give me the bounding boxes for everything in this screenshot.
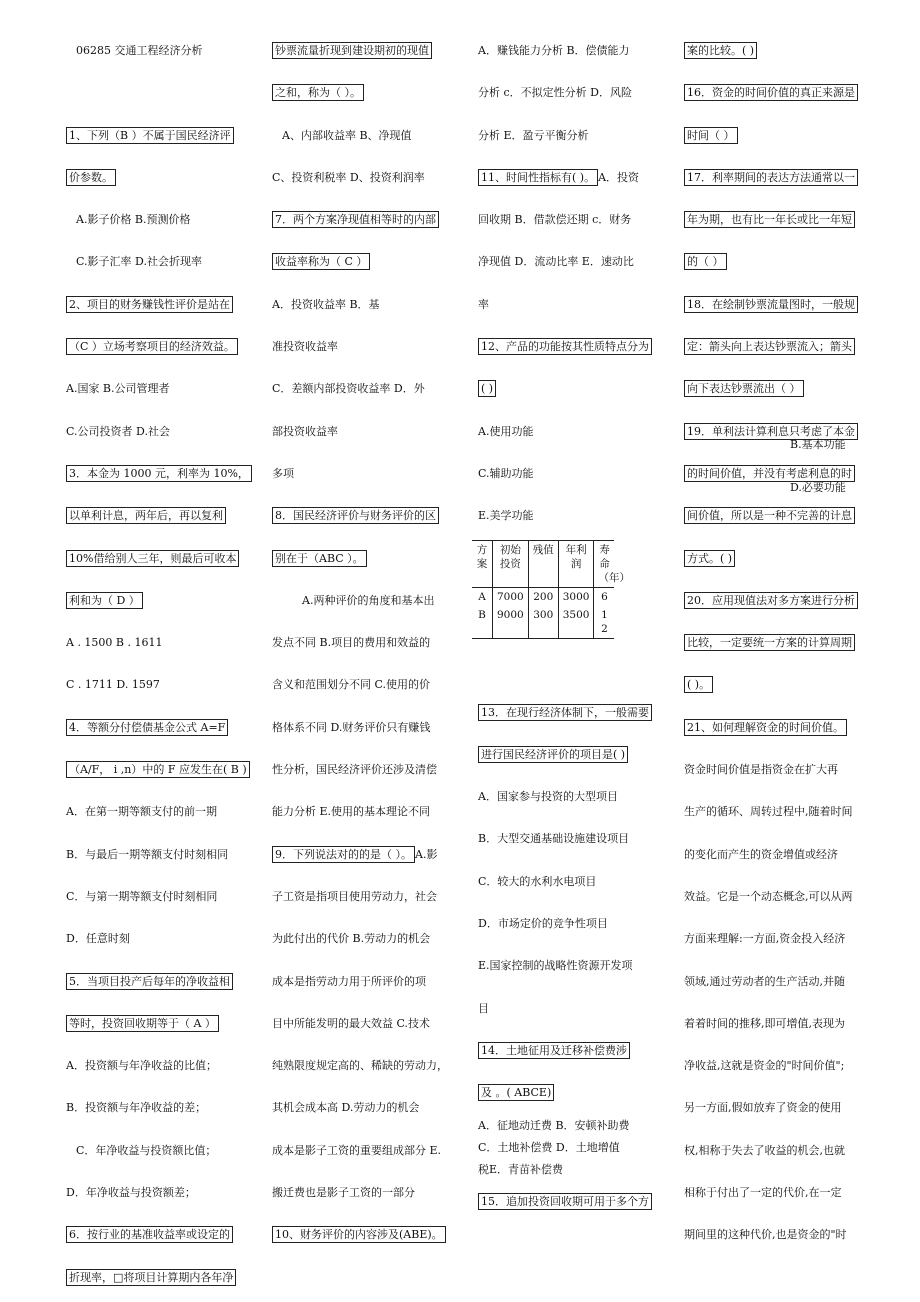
- q7-line-2: 收益率称为（ C ）: [272, 253, 370, 270]
- q11-tail: A．投资: [598, 170, 640, 184]
- table-header: 方案: [476, 543, 488, 570]
- column-4: [684, 30, 874, 1257]
- q12-option: C.辅助功能: [478, 466, 534, 480]
- q13-option: E.国家控制的战略性资源开发项: [478, 959, 633, 973]
- q2-option-row: A.国家 B.公司管理者: [66, 382, 170, 396]
- q12-option-stray: D.必要功能: [790, 481, 846, 494]
- q21-answer-line: 领域,通过劳动者的生产活动,并随: [684, 974, 845, 988]
- q8-option-text: 能力分析 E.使用的基本理论不同: [272, 805, 431, 819]
- q5-option: B．投资额与年净收益的差；: [66, 1101, 207, 1115]
- q17-line-1: 17．利率期间的表达方法通常以一: [684, 169, 858, 186]
- q3-line-2: 以单利计息，两年后，再以复利: [66, 507, 226, 524]
- q21-answer-line: 方面来理解:一方面,资金投入经济: [684, 932, 846, 946]
- table-row: [472, 606, 614, 639]
- table-row: [472, 587, 614, 606]
- table-cell: A: [478, 590, 486, 603]
- q12-option: E.美学功能: [478, 509, 534, 523]
- q19-line-1: 19．单利法计算利息只考虑了本金: [684, 423, 858, 440]
- q12-line-2: ( ): [478, 380, 496, 397]
- q8-option-text: 发点不同 B.项目的费用和效益的: [272, 636, 431, 650]
- q15-cont: 案的比较。( ): [684, 42, 757, 59]
- q7-option: A．投资收益率 B．基: [272, 297, 380, 311]
- table-header: 年利润: [565, 543, 587, 570]
- q3-line-1: 3．本金为 1000 元，利率为 10%，: [66, 465, 252, 482]
- q1-line-1: 1、下列（B ）不属于国民经济评: [66, 127, 234, 144]
- q14-option: 税E．青苗补偿费: [478, 1162, 564, 1176]
- q11-question: 11、时间性指标有( )。: [478, 169, 598, 186]
- q4-line-2: （A/F， i ,n）中的 F 应发生在( B ): [66, 761, 250, 778]
- q9-option-text: 子工资是指项目使用劳动力，社会: [272, 889, 437, 903]
- q13-option: B．大型交通基础设施建设项目: [478, 832, 630, 846]
- q9-option-text: 纯熟限度规定高的、稀缺的劳动力，: [272, 1059, 448, 1073]
- q1-option-row: A.影子价格 B.预测价格: [76, 213, 191, 227]
- q10-question: 10、财务评价的内容涉及(ABE)。: [272, 1226, 446, 1243]
- table-cell: 6: [594, 587, 615, 606]
- q13-option: D．市场定价的竞争性项目: [478, 917, 608, 931]
- table-cell: 7000: [493, 587, 529, 606]
- q18-line-3: 向下表达钞票流出（ ）: [684, 380, 804, 397]
- table-header: 初始投资: [499, 543, 521, 570]
- table-cell: 9000: [493, 606, 529, 639]
- q8-option-text: A.两种评价的角度和基本出: [302, 593, 435, 607]
- q18-line-1: 18．在绘制钞票流量图时，一般规: [684, 296, 858, 313]
- q21-answer-line: 着着时间的推移,即可增值,表现为: [684, 1016, 845, 1030]
- q21-answer-line: 期间里的这种代价,也是资金的"时: [684, 1228, 847, 1242]
- table-cell: 12: [601, 608, 608, 635]
- q6-cont-line-1: 钞票流量折现到建设期初的现值: [272, 42, 432, 59]
- q1-line-2: 价参数。: [66, 169, 116, 186]
- q9-option-text: 搬迁费也是影子工资的一部分: [272, 1186, 415, 1200]
- q14-line-1: 14．土地征用及迁移补偿费涉: [478, 1042, 630, 1059]
- q12-option-stray: B.基本功能: [790, 438, 846, 451]
- q21-answer-line: 资金时间价值是指资金在扩大再: [684, 763, 838, 777]
- q7-option: 部投资收益率: [272, 424, 338, 438]
- q7-line-1: 7．两个方案净现值相等时的内部: [272, 211, 439, 228]
- table-cell: 300: [528, 606, 558, 639]
- q8-option-text: 含义和范围划分不同 C.使用的价: [272, 678, 431, 692]
- q19-line-2: 的时间价值，并没有考虑利息的时: [684, 465, 855, 482]
- q4-line-1: 4．等额分付偿债基金公式 A=F: [66, 719, 228, 736]
- q21-answer-line: 的变化而产生的资金增值或经济: [684, 847, 838, 861]
- q2-line-2: （C ）立场考察项目的经济效益。: [66, 338, 238, 355]
- q20-line-3: ( )。: [684, 676, 713, 693]
- q6-cont-line-2: 之和，称为（ ）。: [272, 84, 364, 101]
- q21-answer-line: 权,相称于失去了收益的机会,也就: [684, 1143, 845, 1157]
- q9-option-text: 为此付出的代价 B.劳动力的机会: [272, 932, 431, 946]
- q9-option-text: 成本是影子工资的重要组成部分 E.: [272, 1143, 442, 1157]
- section-label-multi: 多项: [272, 466, 294, 480]
- q3-option-row: C . 1711 D. 1597: [66, 678, 160, 692]
- table-cell: 3000: [558, 587, 594, 606]
- q9-option-text: 成本是指劳动力用于所评价的项: [272, 974, 426, 988]
- q9-option-text: 其机会成本高 D.劳动力的机会: [272, 1101, 420, 1115]
- table-header: 寿命（年）: [598, 543, 630, 584]
- q6-line-2: 折现率，□将项目计算期内各年净: [66, 1269, 236, 1286]
- project-table: [472, 540, 668, 688]
- q1-option-row: C.影子汇率 D.社会折现率: [76, 255, 202, 269]
- table-cell: B: [472, 606, 493, 639]
- q8-option-text: 格体系不同 D.财务评价只有赚钱: [272, 720, 431, 734]
- q14-line-2: 及 。( ABCE): [478, 1084, 554, 1101]
- q3-line-4: 利和为（ D ）: [66, 592, 143, 609]
- column-2: [272, 30, 462, 1257]
- q13-line-2: 进行国民经济评价的项目是( ): [478, 746, 628, 763]
- q6-line-1: 6．按行业的基准收益率或设定的: [66, 1226, 233, 1243]
- q8-option-text: 性分析，国民经济评价还涉及清偿: [272, 763, 437, 777]
- q13-option: A．国家参与投资的大型项目: [478, 790, 618, 804]
- q5-line-2: 等时，投资回收期等于（ A ）: [66, 1015, 219, 1032]
- q20-line-1: 20．应用现值法对多方案进行分析: [684, 592, 858, 609]
- q11-option-text: 率: [478, 297, 489, 311]
- q14-option: C．土地补偿费 D．土地增值: [478, 1140, 620, 1154]
- q10-option-text: A．赚钱能力分析 B．偿债能力: [478, 44, 630, 57]
- q11-option-text: 净现值 D．流动比率 E．速动比: [478, 255, 634, 269]
- q21-answer-line: 相称于付出了一定的代价,在一定: [684, 1186, 842, 1200]
- q21-answer-line: 生产的循环、周转过程中,随着时间: [684, 805, 853, 819]
- table-cell: 200: [528, 587, 558, 606]
- q10-option-text: 分析 E．盈亏平衡分析: [478, 128, 589, 142]
- table-cell: 3500: [558, 606, 594, 639]
- q19-line-4: 方式。( ): [684, 550, 735, 567]
- q21-answer-line: 另一方面,假如放弃了资金的使用: [684, 1101, 842, 1115]
- q17-line-3: 的（ ）: [684, 253, 727, 270]
- column-3: [478, 30, 668, 1223]
- q5-option: C．年净收益与投资额比值；: [76, 1143, 217, 1157]
- q16-line-2: 时间（ ）: [684, 127, 738, 144]
- column-1: [66, 30, 256, 1299]
- q9-option-text: 目中所能发明的最大效益 C.技术: [272, 1016, 431, 1030]
- q11-option-text: 回收期 B．借款偿还期 c．财务: [478, 213, 632, 227]
- q4-option: A．在第一期等额支付的前一期: [66, 805, 217, 819]
- q21-answer-line: 净收益,这就是资金的"时间价值";: [684, 1059, 845, 1073]
- q9-tail: A.影: [415, 847, 438, 861]
- doc-title: 06285 交通工程经济分析: [76, 44, 203, 57]
- q17-line-2: 年为期，也有比一年长或比一年短: [684, 211, 855, 228]
- q4-option: D．任意时刻: [66, 932, 130, 946]
- q5-option: A．投资额与年净收益的比值；: [66, 1059, 217, 1073]
- q5-line-1: 5．当项目投产后每年的净收益相: [66, 973, 233, 990]
- q8-line-2: 别在于（ABC ）。: [272, 550, 367, 567]
- q2-line-1: 2、项目的财务赚钱性评价是站在: [66, 296, 233, 313]
- q2-option-row: C.公司投资者 D.社会: [66, 424, 170, 438]
- q21-question: 21、如何理解资金的时间价值。: [684, 719, 847, 736]
- q13-line-1: 13．在现行经济体制下，一般需要: [478, 704, 652, 721]
- q8-line-1: 8．国民经济评价与财务评价的区: [272, 507, 439, 524]
- q20-line-2: 比较，一定要统一方案的计算周期: [684, 634, 855, 651]
- q14-option: A．征地动迁费 B．安顿补助费: [478, 1118, 630, 1132]
- q18-line-2: 定：箭头向上表达钞票流入；箭头: [684, 338, 855, 355]
- table-header: 残值: [532, 543, 554, 556]
- q13-option: C．较大的水利水电项目: [478, 874, 597, 888]
- q4-option: C．与第一期等额支付时刻相同: [66, 889, 218, 903]
- q4-option: B．与最后一期等额支付时刻相同: [66, 847, 229, 861]
- q7-option: 准投资收益率: [272, 340, 338, 354]
- q9-question: 9．下列说法对的的是（ ）。: [272, 846, 415, 863]
- q5-option: D．年净收益与投资额差；: [66, 1186, 196, 1200]
- q12-line-1: 12、产品的功能按其性质特点分为: [478, 338, 652, 355]
- q6-option-row: C、投资利税率 D、投资利润率: [272, 170, 425, 184]
- q12-option: A.使用功能: [478, 424, 534, 438]
- q19-line-3: 间价值，所以是一种不完善的计息: [684, 507, 855, 524]
- q15-question: 15．追加投资回收期可用于多个方: [478, 1193, 652, 1210]
- q3-line-3: 10%借给别人三年，则最后可收本: [66, 550, 239, 567]
- q16-line-1: 16．资金的时间价值的真正来源是: [684, 84, 858, 101]
- q21-answer-line: 效益。它是一个动态概念,可以从两: [684, 889, 853, 903]
- q7-option: C．差额内部投资收益率 D．外: [272, 382, 425, 396]
- q6-option-row: A、内部收益率 B、净现值: [282, 128, 412, 142]
- q10-option-text: 分析 c．不拟定性分析 D．风险: [478, 86, 632, 100]
- q13-option: 目: [478, 1001, 489, 1015]
- q3-option-row: A . 1500 B . 1611: [66, 636, 163, 650]
